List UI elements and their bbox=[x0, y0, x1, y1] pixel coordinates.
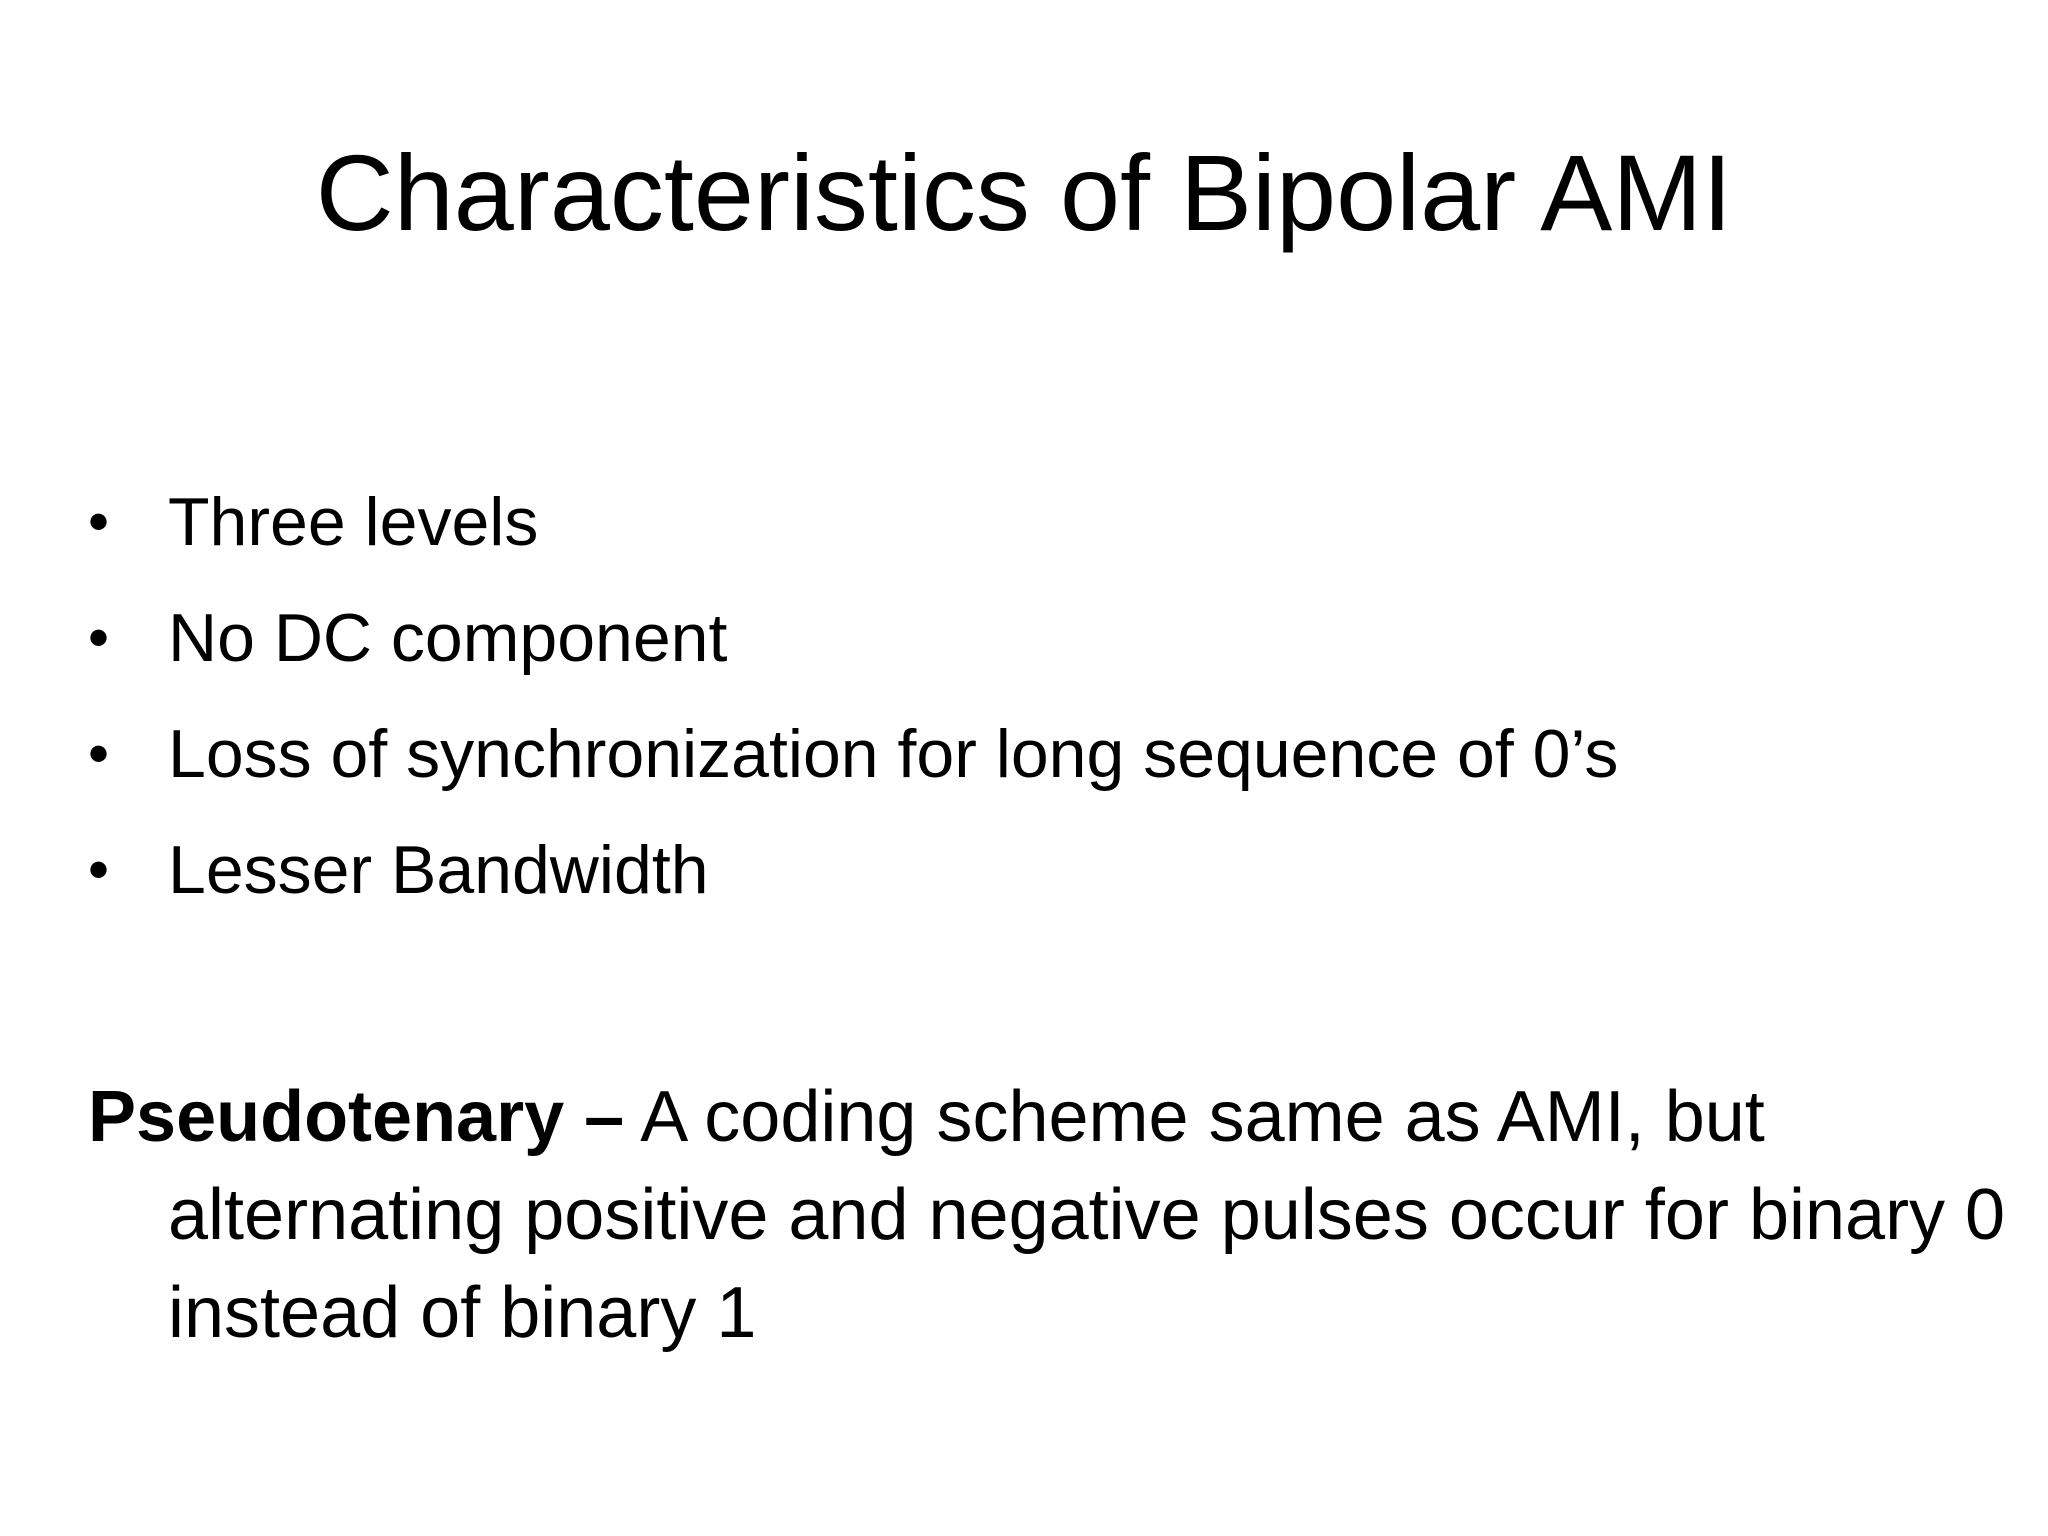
bullet-item-three-levels bbox=[88, 464, 1968, 580]
definition-paragraph bbox=[88, 1068, 2048, 1362]
bullet-text: No DC component bbox=[168, 600, 728, 676]
bullet-marker: • bbox=[88, 720, 110, 787]
definition-text: A coding scheme same as AMI, but alternating positive and negative pulses occur for binary 0 instead of binary 1 bbox=[168, 1077, 2006, 1353]
bullet-item-bandwidth bbox=[88, 812, 1968, 928]
bullet-text: Lesser Bandwidth bbox=[168, 832, 709, 908]
bullet-text: Three levels bbox=[168, 484, 539, 560]
definition-term: Pseudotenary – bbox=[88, 1077, 625, 1157]
bullet-list bbox=[88, 464, 1968, 928]
slide-title: Characteristics of Bipolar AMI bbox=[315, 132, 1733, 253]
bullet-item-no-dc bbox=[88, 580, 1968, 696]
bullet-marker: • bbox=[88, 488, 110, 555]
bullet-text: Loss of synchronization for long sequence of 0’s bbox=[168, 716, 1619, 792]
bullet-marker: • bbox=[88, 604, 110, 671]
bullet-marker: • bbox=[88, 836, 110, 903]
bullet-item-loss-of-sync bbox=[88, 696, 1968, 812]
